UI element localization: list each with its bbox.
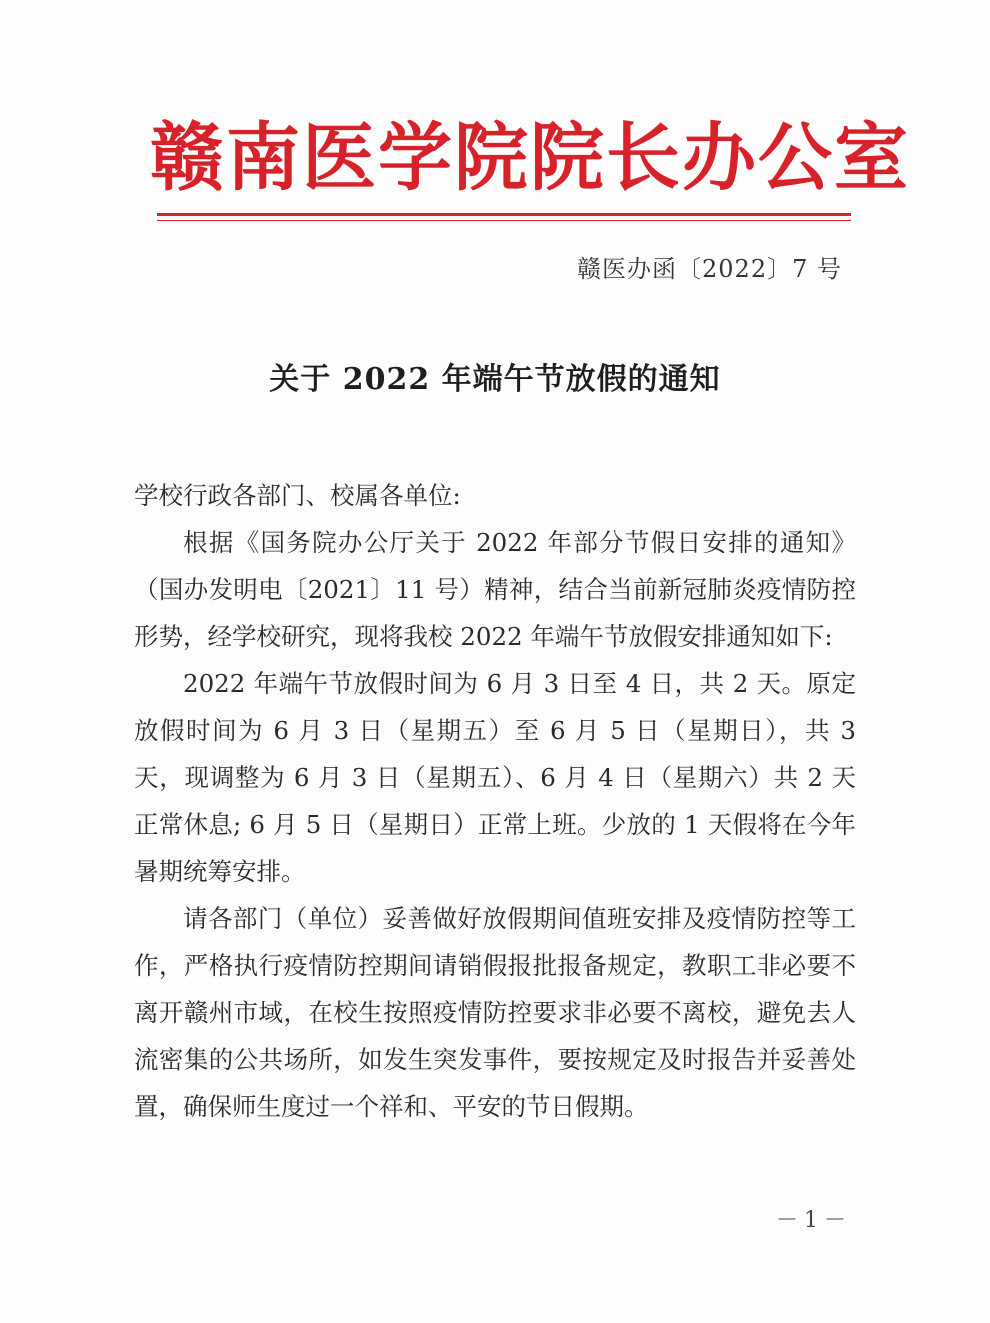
page-number: －1－ [776,1208,852,1233]
paragraph-requirements: 请各部门（单位）妥善做好放假期间值班安排及疫情防控等工作，严格执行疫情防控期间请销假报批报备规定，教职工非必要不离开赣州市域，在校生按照疫情防控要求非必要不离校，避免去人流密集的公共场所，如发生突发事件，要按规定及时报告并妥善处置，确保师生度过一个祥和、平安的节日假期。 [134,904,856,1121]
paragraph-schedule: 2022 年端午节放假时间为 6 月 3 日至 4 日，共 2 天。原定放假时间为 6 月 3 日（星期五）至 6 月 5 日（星期日），共 3 天，现调整为 6 月 3 日（星期五）、6 月 4 日（星期六）共 2 天正常休息; 6 月 5 日（星期日）正常上班。少放的 1 天假将在今年暑期统筹安排。 [134,669,856,886]
salutation: 学校行政各部门、校属各单位: [134,481,461,510]
document-number: 赣医办函〔2022〕7 号 [577,255,842,283]
header-red-rule-thick [157,213,851,216]
document-body [134,472,856,1130]
document-title: 关于 2022 年端午节放假的通知 [269,362,721,397]
header-red-rule-thin [157,220,851,221]
organization-header: 赣南医学院院长办公室 [150,115,910,201]
paragraph-basis: 根据《国务院办公厅关于 2022 年部分节假日安排的通知》（国办发明电〔2021〕11 号）精神，结合当前新冠肺炎疫情防控形势，经学校研究，现将我校 2022 年端午节放假安排通知如下: [134,528,856,651]
